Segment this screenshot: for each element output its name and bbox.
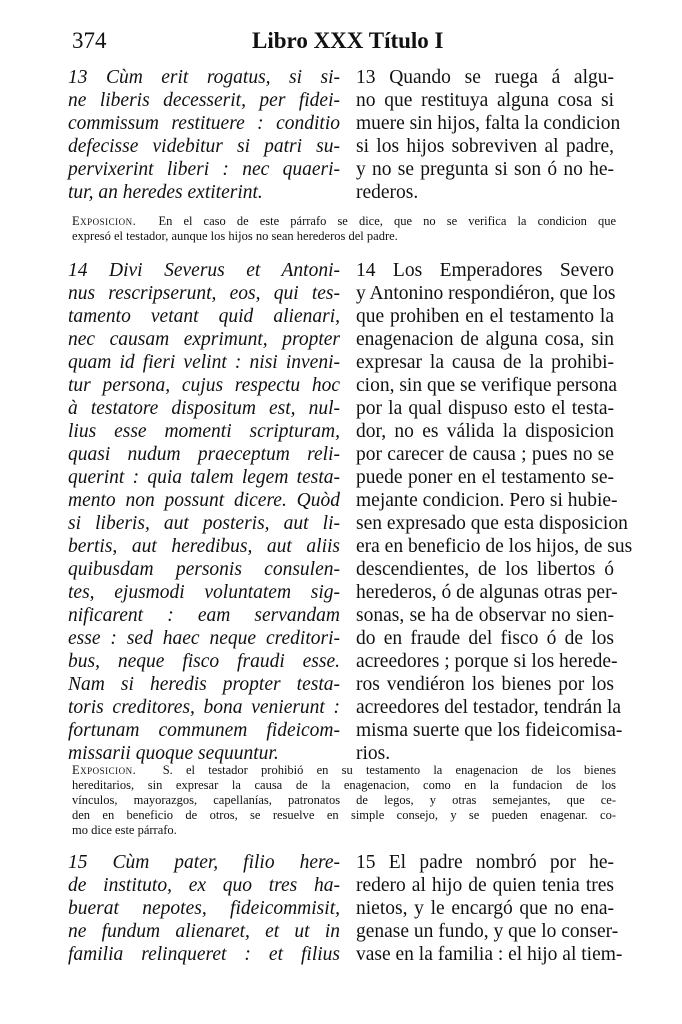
text-line: hereditarios, sin expresar la causa de la enagenacion, como en la fundacion de los [72,778,616,792]
latin-paragraph-14 [68,259,340,765]
latin-paragraph-13 [68,66,340,204]
text-line: por carecer de causa ; pues no se [356,444,614,465]
text-line: commissum restituere : conditio [68,113,340,134]
text-line: toris creditores, bona venierunt : [68,697,340,718]
text-line: genase un fundo, y que lo conser- [356,921,619,942]
text-line: sen expresado que esta disposicion [356,513,628,534]
text-line: defecisse videbitur si patri su- [68,136,340,157]
text-line: expresó el testador, aunque los hijos no sean herederos del padre. [72,229,398,243]
text-line: lius esse momenti scripturam, [68,421,340,442]
text-line: puede poner en el testamento se- [356,467,614,488]
text-line: buerat nepotes, fideicommisit, [68,898,340,919]
text-line: 13 Quando se ruega á algu- [356,67,614,88]
text-line: 15 Cùm pater, filio here- [68,852,340,873]
text-line: nec causam exprimunt, propter [68,329,340,350]
exposicion-text: En el caso de este párrafo se dice, que no se verifica la condicion que [158,214,617,228]
text-line: dor, no es válida la disposicion [356,421,614,442]
text-line: esse : sed haec neque creditori- [68,628,340,649]
text-line: cion, sin que se verifique persona [356,375,618,396]
text-line: tur, an heredes extiterint. [68,182,263,203]
text-line: querint : quia talem legem testa- [68,467,340,488]
text-line: bertis, aut heredibus, aut aliis [68,536,340,557]
text-line: vase en la familia : el hijo al tiem- [356,944,623,965]
text-line: misma suerte que los fideicomisa- [356,720,623,741]
text-line: bus, neque fisco fraudi esse. [68,651,340,672]
text-line: era en beneficio de los hijos, de sus [356,536,633,557]
text-line: que prohiben en el testamento la [356,306,614,327]
text-line: 14 Divi Severus et Antoni- [68,260,340,281]
running-title: Libro XXX Título I [252,28,444,53]
text-line [72,214,616,229]
text-line: quam id fieri velint : nisi inveni- [68,352,340,373]
text-line: à testatore dispositum est, nul- [68,398,340,419]
text-line: nus rescripserunt, eos, qui tes- [68,283,340,304]
text-line: Nam si heredis propter testa- [68,674,340,695]
page-number: 374 [72,28,107,53]
text-line: fortunam communem fideicom- [68,720,340,741]
text-line: vínculos, mayorazgos, capellanías, patronatos de legos, y otras semejantes, que ce- [72,793,616,807]
text-line: y no se pregunta si son ó no he- [356,159,614,180]
text-line: si liberis, aut posteris, aut li- [68,513,340,534]
text-line: de instituto, ex quo tres ha- [68,875,340,896]
text-line: acreedores del testador, tendrán la [356,697,622,718]
text-line: no que restituya alguna cosa si [356,90,614,111]
text-line: tes, ejusmodi voluntatem sig- [68,582,340,603]
text-line: acreedores ; porque si los herede- [356,651,618,672]
text-line: rios. [356,743,391,764]
latin-paragraph-15 [68,851,340,966]
text-line: 13 Cùm erit rogatus, si si- [68,67,340,88]
exposicion-note-13 [72,214,616,244]
text-line: tur persona, cujus respectu hoc [68,375,340,396]
exposicion-text: S. el testador prohibió en su testamento la enagenacion de los bienes [162,763,616,777]
text-line: sonas, se ha de observar no sien- [356,605,614,626]
text-line: herederos, ó de algunas otras per- [356,582,618,603]
text-line: do en fraude del fisco ó de los [356,628,614,649]
text-line: y Antonino respondiéron, que los [356,283,616,304]
spanish-paragraph-15 [356,851,623,966]
spanish-paragraph-13 [356,66,621,204]
text-line: enagenacion de alguna cosa, sin [356,329,614,350]
text-line: si los hijos sobreviven al padre, [356,136,614,157]
text-line: pervixerint liberi : nec quaeri- [68,159,340,180]
text-line: mento non possunt dicere. Quòd [68,490,340,511]
text-line: ne fundum alienaret, et ut in [68,921,340,942]
text-line: redero al hijo de quien tenia tres [356,875,614,896]
text-line: rederos. [356,182,419,203]
exposicion-label: Exposicion. [72,763,137,777]
text-line: familia relinqueret : et filius [68,944,340,965]
text-line: expresar la causa de la prohibi- [356,352,614,373]
text-line: 15 El padre nombró por he- [356,852,614,873]
text-line: nificarent : eam servandam [68,605,340,626]
text-line: por la qual dispuso esto el testa- [356,398,614,419]
text-line: quasi nudum praeceptum reli- [68,444,340,465]
text-line: nietos, y le encargó que no ena- [356,898,614,919]
text-line: ne liberis decesserit, per fidei- [68,90,340,111]
exposicion-label: Exposicion. [72,214,137,228]
text-line: missarii quoque sequuntur. [68,743,279,764]
text-line: muere sin hijos, falta la condicion [356,113,621,134]
text-line: 14 Los Emperadores Severo [356,260,614,281]
text-line [72,763,616,778]
text-line: mejante condicion. Pero si hubie- [356,490,618,511]
exposicion-note-14 [72,763,616,838]
text-line: den en beneficio de otros, se resuelve en simple consejo, y se pueden enagenar. co- [72,808,616,822]
text-line: tamento vetant quid alienari, [68,306,340,327]
text-line: quibusdam personis consulen- [68,559,340,580]
text-line: ros vendiéron los bienes por los [356,674,614,695]
spanish-paragraph-14 [356,259,633,765]
page-header [72,28,634,64]
text-line: descendientes, de los libertos ó [356,559,614,580]
text-line: mo dice este párrafo. [72,823,177,837]
